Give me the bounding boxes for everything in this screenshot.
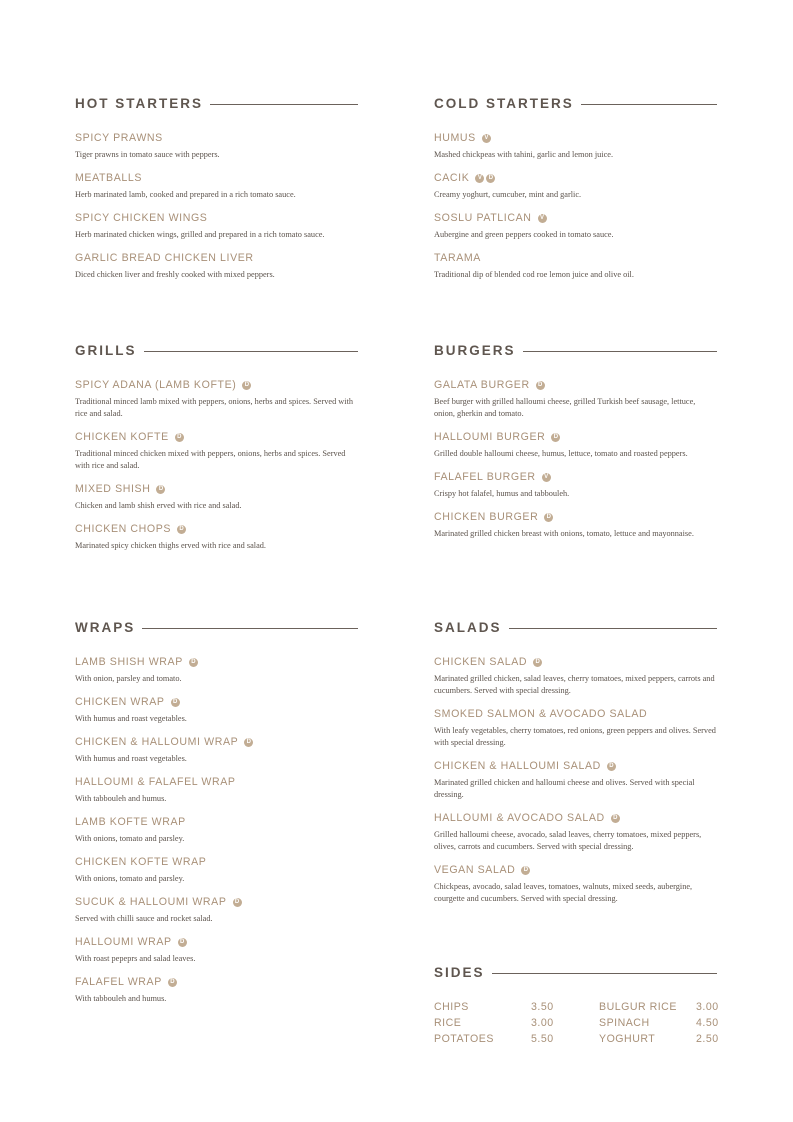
menu-item-name: SOSLU PATLICAN [434,212,532,224]
menu-item-row [434,760,717,773]
menu-item-cacik [434,172,717,201]
menu-item-name: GARLIC BREAD CHICKEN LIVER [75,252,254,264]
menu-item-row [434,656,717,669]
menu-item-description: With tabbouleh and humus. [75,794,167,803]
menu-item-meatballs [75,172,358,201]
menu-item-row [75,736,358,749]
menu-item-description: With onions, tomato and parsley. [75,874,185,883]
dietary-badge-icon: D [189,658,198,667]
menu-item-name: CACIK [434,172,470,184]
menu-item-name: HALLOUMI & AVOCADO SALAD [434,812,605,824]
menu-item-spicy-chicken-wings [75,212,358,241]
menu-item-description: Grilled double halloumi cheese, humus, lettuce, tomato and roasted peppers. [434,449,688,458]
side-name: RICE [434,1017,462,1029]
menu-item-description: With humus and roast vegetables. [75,754,187,763]
dietary-badge-icon: D [177,525,186,534]
menu-item-row [75,696,358,709]
menu-item-chicken-chops [75,523,358,552]
menu-item-description: Marinated grilled chicken breast with onions, tomato, lettuce and mayonnaise. [434,529,694,538]
menu-item-sucuk-and-halloumi-wrap [75,896,358,925]
side-name: CHIPS [434,1001,469,1013]
menu-item-name: CHICKEN KOFTE WRAP [75,856,207,868]
menu-item-name: SMOKED SALMON & AVOCADO SALAD [434,708,648,720]
menu-item-soslu-patlican [434,212,717,241]
side-name: SPINACH [599,1017,650,1029]
menu-item-lamb-kofte-wrap [75,816,358,845]
dietary-badge-icon: D [168,978,177,987]
menu-item-vegan-salad [434,864,717,905]
menu-item-garlic-bread-chicken-liver [75,252,358,281]
menu-item-galata-burger [434,379,717,420]
vegetarian-badge-icon: V [475,174,484,183]
menu-item-description: Creamy yoghurt, cumcuber, mint and garlic. [434,190,582,199]
menu-item-name: VEGAN SALAD [434,864,516,876]
menu-item-row [75,936,358,949]
menu-item-row [75,523,358,536]
menu-item-description: Diced chicken liver and freshly cooked with mixed peppers. [75,270,275,279]
menu-item-name: CHICKEN BURGER [434,511,539,523]
menu-item-name: SPICY ADANA (LAMB KOFTE) [75,379,237,391]
menu-item-description: Mashed chickpeas with tahini, garlic and lemon juice. [434,150,614,159]
menu-item-spicy-prawns [75,132,358,161]
menu-item-halloumi-and-falafel-wrap [75,776,358,805]
menu-item-row [75,212,358,225]
menu-item-description: Chickpeas, avocado, salad leaves, tomatoes, walnuts, mixed seeds, aubergine, courgette and cucumbers. Served with special dressing. [434,882,693,903]
menu-item-smoked-salmon-and-avocado-salad [434,708,717,749]
vegetarian-badge-icon: V [538,214,547,223]
menu-item-row [434,379,717,392]
menu-item-row [434,212,717,225]
dietary-badge-icon: D [178,938,187,947]
menu-item-row [434,812,717,825]
menu-item-row [75,172,358,185]
menu-item-description: Beef burger with grilled halloumi cheese, grilled Turkish beef sausage, lettuce, onion, gherkin and tomato. [434,397,696,418]
menu-item-row [75,976,358,989]
menu-item-chicken-kofte [75,431,358,472]
menu-item-description: Chicken and lamb shish erved with rice and salad. [75,501,242,510]
menu-item-halloumi-wrap [75,936,358,965]
menu-item-chicken-burger [434,511,717,540]
side-price: 4.50 [696,1017,719,1029]
menu-item-name: HALLOUMI BURGER [434,431,546,443]
menu-item-name: LAMB SHISH WRAP [75,656,183,668]
side-name: POTATOES [434,1033,494,1045]
section-header [434,619,717,635]
side-price: 2.50 [696,1033,719,1045]
menu-item-name: HUMUS [434,132,476,144]
menu-item-halloumi-burger [434,431,717,460]
menu-item-description: Herb marinated chicken wings, grilled and prepared in a rich tomato sauce. [75,230,325,239]
section-divider [581,104,717,105]
menu-item-humus [434,132,717,161]
dietary-badge-icon: D [611,814,620,823]
dietary-badge-icon: D [551,433,560,442]
menu-item-name: CHICKEN CHOPS [75,523,172,535]
dietary-badge-icon: D [244,738,253,747]
menu-item-name: FALAFEL WRAP [75,976,162,988]
menu-item-row [75,132,358,145]
menu-item-name: FALAFEL BURGER [434,471,536,483]
menu-item-name: HALLOUMI & FALAFEL WRAP [75,776,236,788]
menu-item-name: MIXED SHISH [75,483,151,495]
section-divider [142,628,358,629]
menu-item-description: Served with chilli sauce and rocket salad. [75,914,213,923]
menu-item-description: With leafy vegetables, cherry tomatoes, red onions, green peppers and olives. Served with special dressing. [434,726,716,747]
menu-item-falafel-burger [434,471,717,500]
dietary-badge-icon: D [544,513,553,522]
menu-item-spicy-adana-lamb-kofte [75,379,358,420]
menu-item-description: With tabbouleh and humus. [75,994,167,1003]
section-header [434,342,717,358]
menu-item-row [75,856,358,869]
section-grills [75,342,358,563]
menu-item-description: Traditional minced lamb mixed with peppers, onions, herbs and spices. Served with rice and salad. [75,397,354,418]
dietary-badge-icon: D [175,433,184,442]
menu-item-chicken-wrap [75,696,358,725]
section-header [75,342,358,358]
dietary-badge-icon: D [171,698,180,707]
sides-list [434,1001,717,1051]
vegetarian-badge-icon: V [542,473,551,482]
menu-item-chicken-and-halloumi-salad [434,760,717,801]
section-title: BURGERS [434,342,516,358]
section-burgers [434,342,717,551]
menu-item-tarama [434,252,717,281]
menu-item-row [75,431,358,444]
menu-item-name: CHICKEN KOFTE [75,431,169,443]
menu-item-name: SPICY CHICKEN WINGS [75,212,208,224]
menu-item-lamb-shish-wrap [75,656,358,685]
vegetarian-badge-icon: V [482,134,491,143]
menu-item-row [75,656,358,669]
section-divider [492,973,717,974]
menu-item-row [434,708,717,721]
menu-item-row [434,471,717,484]
dietary-badge-icon: D [521,866,530,875]
dietary-badge-icon: D [156,485,165,494]
section-header [434,95,717,111]
menu-item-name: CHICKEN WRAP [75,696,165,708]
section-title: GRILLS [75,342,137,358]
menu-item-row [434,511,717,524]
menu-item-description: With onions, tomato and parsley. [75,834,185,843]
menu-item-row [434,252,717,265]
menu-item-row [434,132,717,145]
section-hot-starters [75,95,358,292]
section-header [434,964,717,980]
menu-item-name: SUCUK & HALLOUMI WRAP [75,896,227,908]
side-price: 3.00 [531,1017,554,1029]
menu-item-row [434,172,717,185]
section-title: HOT STARTERS [75,95,203,111]
menu-item-name: HALLOUMI WRAP [75,936,172,948]
menu-item-description: Marinated grilled chicken, salad leaves, cherry tomatoes, mixed peppers, carrots and cucumbers. Served with special dressing. [434,674,715,695]
menu-item-name: MEATBALLS [75,172,143,184]
menu-item-halloumi-and-avocado-salad [434,812,717,853]
menu-item-name: LAMB KOFTE WRAP [75,816,186,828]
menu-item-description: With humus and roast vegetables. [75,714,187,723]
menu-item-name: CHICKEN & HALLOUMI SALAD [434,760,601,772]
menu-item-chicken-salad [434,656,717,697]
menu-item-row [434,431,717,444]
section-divider [144,351,359,352]
dietary-badge-icon: D [233,898,242,907]
menu-item-description: Tiger prawns in tomato sauce with peppers. [75,150,220,159]
menu-item-description: Grilled halloumi cheese, avocado, salad leaves, cherry tomatoes, mixed peppers, olives, carrots and cucumbers. Served with special dressing. [434,830,702,851]
menu-item-description: Traditional dip of blended cod roe lemon juice and olive oil. [434,270,634,279]
section-salads [434,619,717,916]
menu-item-description: Marinated grilled chicken and halloumi cheese and olives. Served with special dressing. [434,778,695,799]
section-title: SIDES [434,964,485,980]
section-title: WRAPS [75,619,136,635]
menu-item-mixed-shish [75,483,358,512]
section-divider [523,351,717,352]
section-sides [434,964,717,1051]
section-wraps [75,619,358,1016]
menu-item-name: TARAMA [434,252,481,264]
menu-item-name: GALATA BURGER [434,379,530,391]
menu-item-chicken-kofte-wrap [75,856,358,885]
menu-item-description: With roast pepeprs and salad leaves. [75,954,196,963]
side-price: 3.00 [696,1001,719,1013]
section-cold-starters [434,95,717,292]
dietary-badge-icon: D [533,658,542,667]
side-price: 3.50 [531,1001,554,1013]
menu-item-description: Crispy hot falafel, humus and tabbouleh. [434,489,570,498]
menu-item-name: SPICY PRAWNS [75,132,163,144]
section-header [75,619,358,635]
menu-item-chicken-and-halloumi-wrap [75,736,358,765]
menu-item-falafel-wrap [75,976,358,1005]
side-price: 5.50 [531,1033,554,1045]
menu-item-row [75,776,358,789]
menu-item-row [75,896,358,909]
dietary-badge-icon: D [607,762,616,771]
section-title: SALADS [434,619,502,635]
menu-item-description: Traditional minced chicken mixed with peppers, onions, herbs and spices. Served with rice and salad. [75,449,346,470]
dietary-badge-icon: D [536,381,545,390]
menu-item-description: Herb marinated lamb, cooked and prepared in a rich tomato sauce. [75,190,296,199]
menu-item-row [75,483,358,496]
side-name: BULGUR RICE [599,1001,677,1013]
dietary-badge-icon: D [486,174,495,183]
menu-item-row [75,252,358,265]
menu-item-row [75,816,358,829]
dietary-badge-icon: D [242,381,251,390]
menu-item-description: With onion, parsley and tomato. [75,674,182,683]
menu-item-name: CHICKEN & HALLOUMI WRAP [75,736,239,748]
section-divider [210,104,358,105]
side-name: YOGHURT [599,1033,656,1045]
section-title: COLD STARTERS [434,95,574,111]
menu-item-description: Marinated spicy chicken thighs erved with rice and salad. [75,541,266,550]
menu-item-row [75,379,358,392]
section-header [75,95,358,111]
menu-item-name: CHICKEN SALAD [434,656,528,668]
menu-item-row [434,864,717,877]
menu-item-description: Aubergine and green peppers cooked in tomato sauce. [434,230,614,239]
section-divider [509,628,717,629]
